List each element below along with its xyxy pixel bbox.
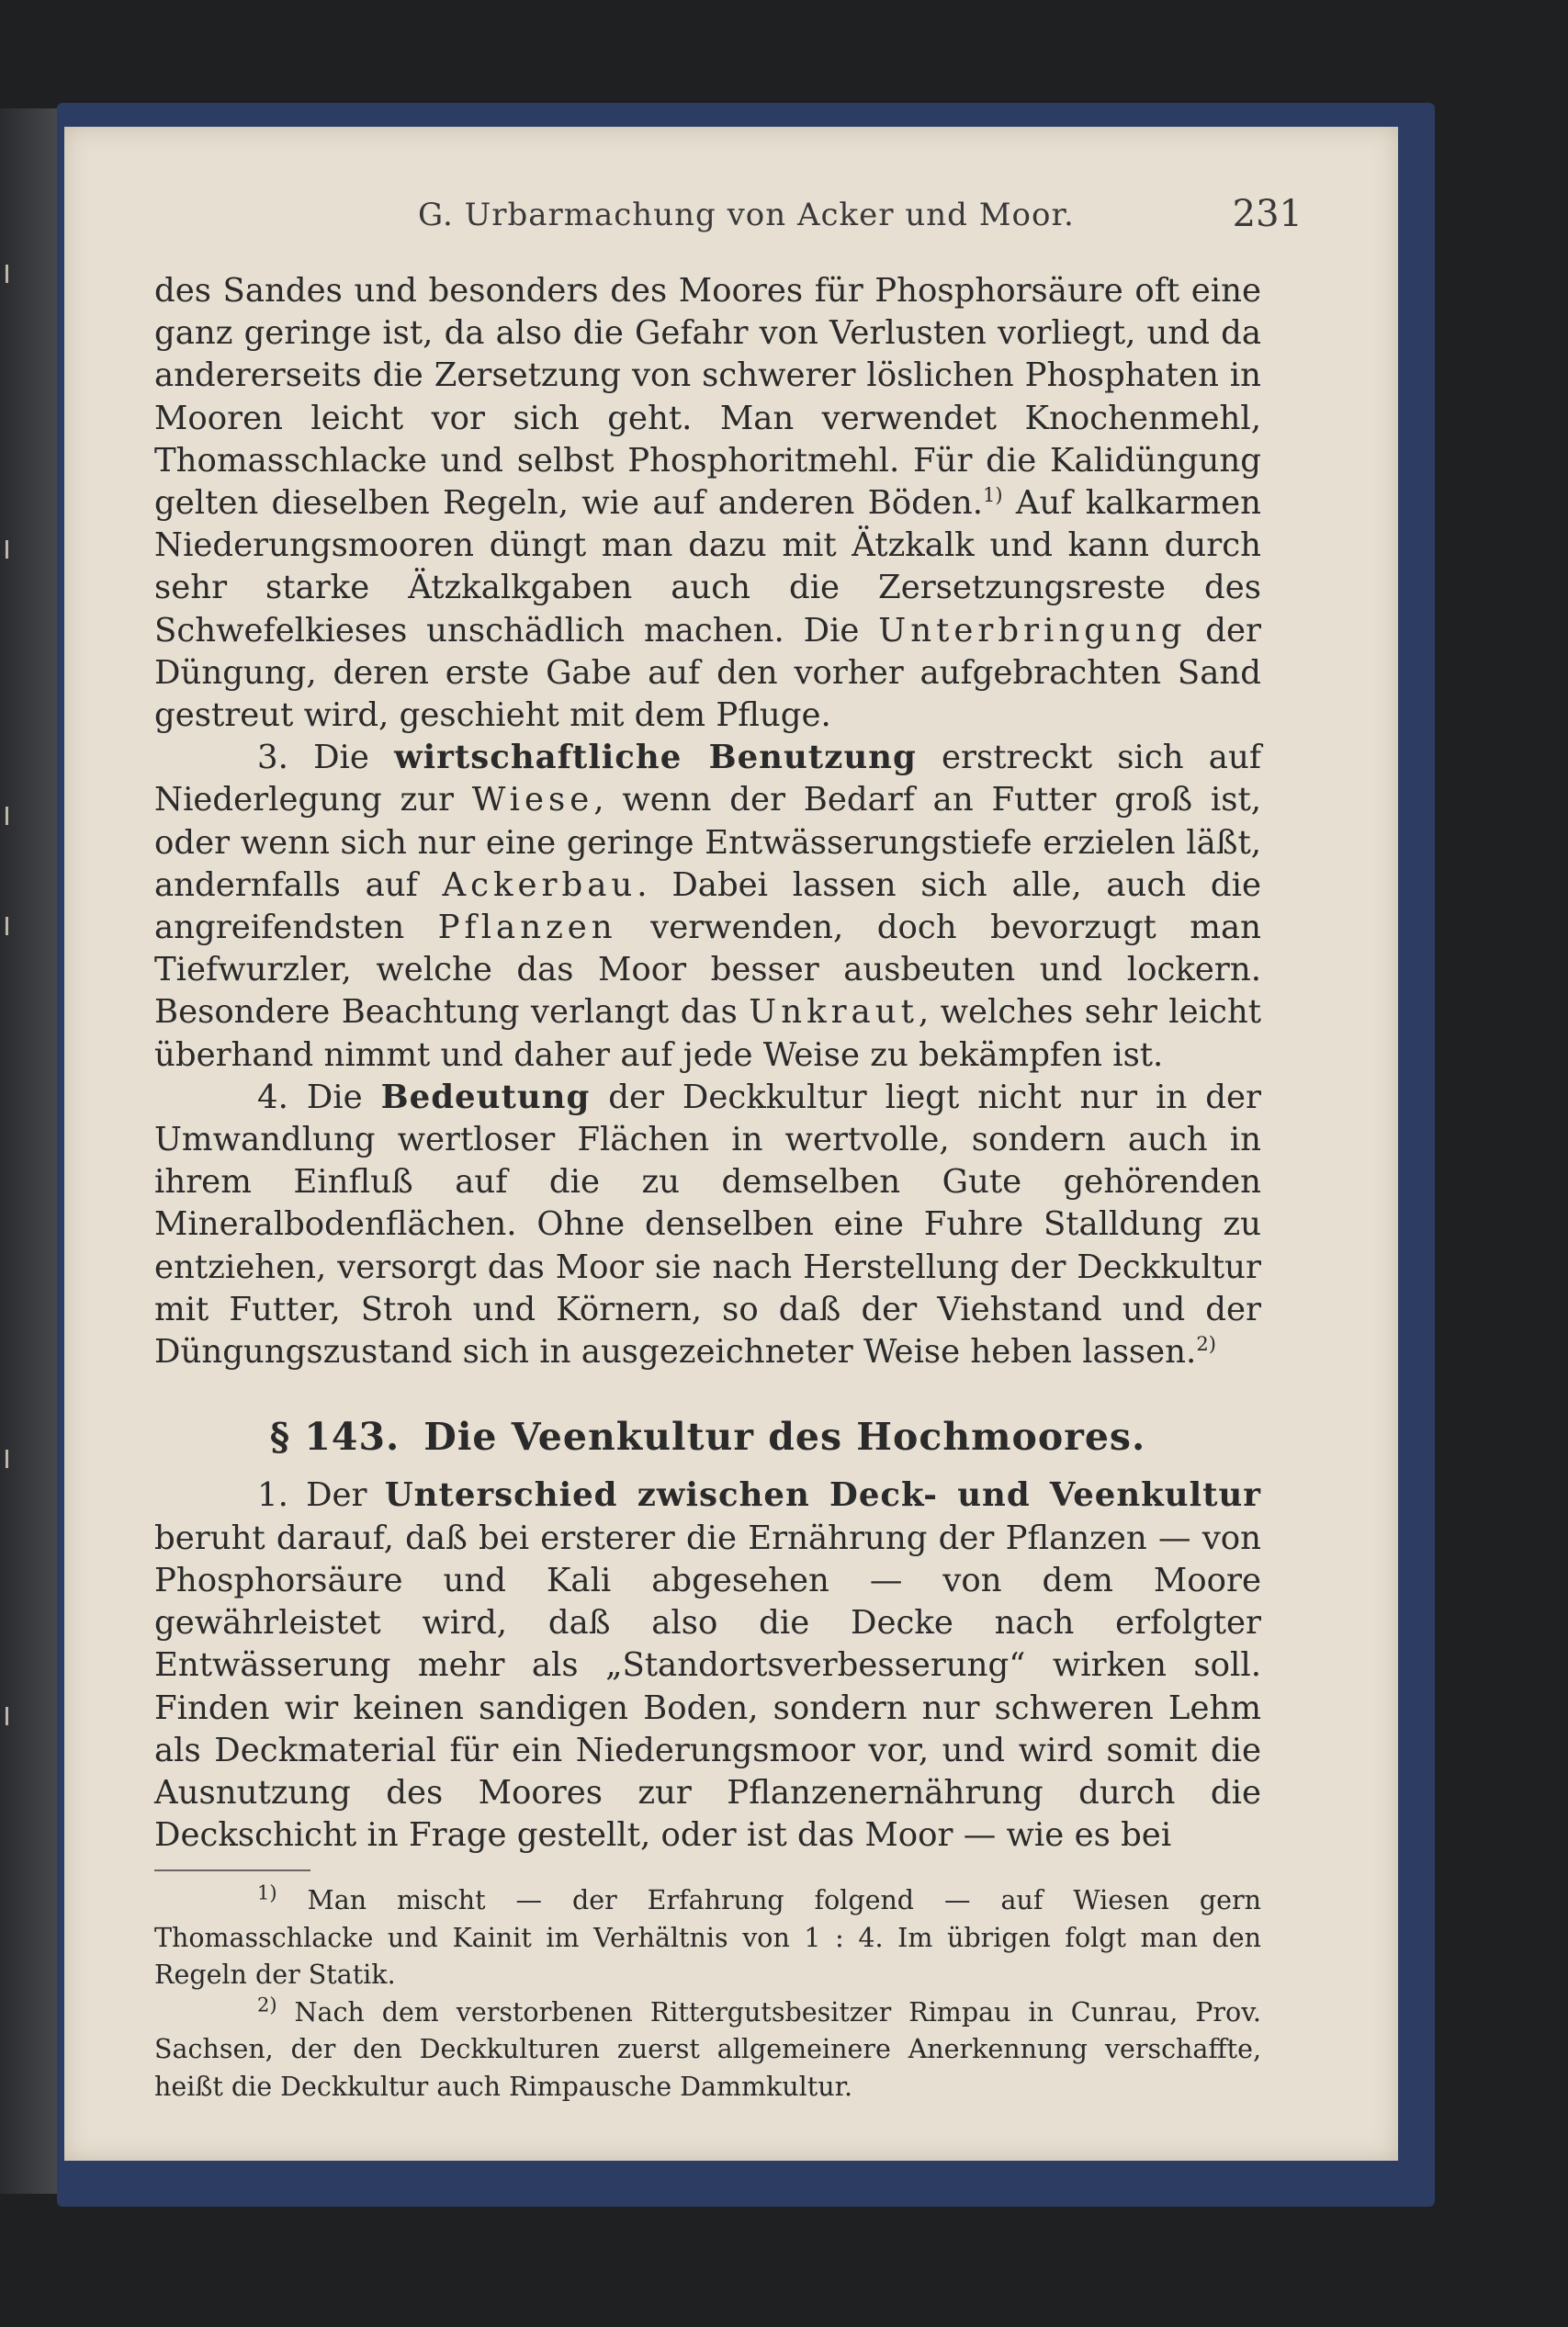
running-header [64, 193, 1398, 239]
bold-term: Bedeutung [380, 1078, 591, 1116]
bold-term: Unterschied zwischen Deck- und Veenkultur [384, 1476, 1261, 1515]
footnote-1: $^{1)}$ Man mischt — der Erfahrung folgend — auf Wiesen gern Thomasschlacke und Kainit im Verhältnis von 1 : 4. Im übrigen folgt man den Regeln der Statik. [154, 1881, 1261, 1991]
page-number: 231 [1232, 193, 1303, 235]
previous-page-edge [0, 108, 62, 2194]
margin-mark [6, 917, 8, 935]
book-page [64, 127, 1398, 2161]
section-heading [154, 1416, 1261, 1458]
bold-term: wirtschaftliche Benutzung [394, 739, 917, 777]
body-text [154, 270, 1261, 2106]
paragraph-2: 3. Die wirtschaftliche Benutzung erstreckt sich auf Niederlegung zur Wiese, wenn der Bedarf an Futter groß ist, oder wenn sich nur eine geringe Entwässerungstiefe erzielen läßt, andernfalls auf Ackerbau. Dabei lassen sich alle, auch die angreifendsten Pflanzen verwenden, doch bevorzugt man Tiefwurzler, welche das Moor besser ausbeuten und lockern. Besondere Beachtung verlangt das Unkraut, welches sehr leicht überhand nimmt und daher auf jede Weise zu bekämpfen ist. [154, 739, 1261, 1074]
section-number: § 143. [269, 1415, 400, 1460]
footnote-divider [154, 1870, 310, 1871]
paragraph-1: des Sandes und besonders des Moores für Phosphorsäure oft eine ganz geringe ist, da also die Gefahr von Verlusten vorliegt, und da andererseits die Zersetzung von schwerer löslichen Phosphaten in Mooren leicht vor sich geht. Man verwendet Knochenmehl, Thomasschlacke und selbst Phosphoritmehl. Für die Kalidüngung gelten dieselben Regeln, wie auf anderen Böden.$^{1)}$ Auf kalkarmen Niederungsmooren düngt man dazu mit Ätzkalk und kann durch sehr starke Ätzkalkgaben auch die Zersetzungsreste des Schwefelkieses unschädlich machen. Die Unterbringung der Düngung, deren erste Gabe auf den vorher aufgebrachten Sand gestreut wird, geschieht mit dem Pfluge. [154, 272, 1261, 735]
paragraph-3: 4. Die Bedeutung der Deckkultur liegt nicht nur in der Umwandlung wertloser Flächen in wertvolle, sondern auch in ihrem Einfluß auf die zu demselben Gute gehörenden Mineralbodenflächen. Ohne denselben eine Fuhre Stalldung zu entziehen, versorgt das Moor sie nach Herstellung der Deckkultur mit Futter, Stroh und Körnern, so daß der Viehstand und der Düngungszustand sich in ausgezeichneter Weise heben lassen.$^{2)}$ [154, 1078, 1262, 1372]
margin-mark [6, 1707, 8, 1725]
section-title: Die Veenkultur des Hochmoores. [423, 1415, 1146, 1460]
footnote-2: $^{2)}$ Nach dem verstorbenen Rittergutsbesitzer Rimpau in Cunrau, Prov. Sachsen, der den Deckkulturen zuerst allgemeinere Anerkennung verschaffte, heißt die Deckkultur auch Rimpausche Dammkultur. [154, 1994, 1261, 2102]
margin-mark [6, 540, 8, 559]
running-title: G. Urbarmachung von Acker und Moor. [418, 197, 1075, 233]
margin-mark [6, 1450, 8, 1468]
margin-mark [6, 265, 8, 283]
footnote-ref-2: 2) [1196, 1333, 1216, 1356]
footnotes [154, 1882, 1261, 2106]
footnote-ref-1: 1) [983, 484, 1003, 507]
margin-mark [6, 807, 8, 825]
paragraph-4: 1. Der Unterschied zwischen Deck- und Veenkultur beruht darauf, daß bei ersterer die Ernährung der Pflanzen — von Phosphorsäure und Kali abgesehen — von dem Moore gewährleistet wird, daß also die Decke nach erfolgter Entwässerung mehr als „Standortsverbesserung“ wirken soll. Finden wir keinen sandigen Boden, sondern nur schweren Lehm als Deckmaterial für ein Niederungsmoor vor, und wird somit die Ausnutzung des Moores zur Pflanzenernährung durch die Deckschicht in Frage gestellt, oder ist das Moor — wie es bei [154, 1476, 1261, 1855]
